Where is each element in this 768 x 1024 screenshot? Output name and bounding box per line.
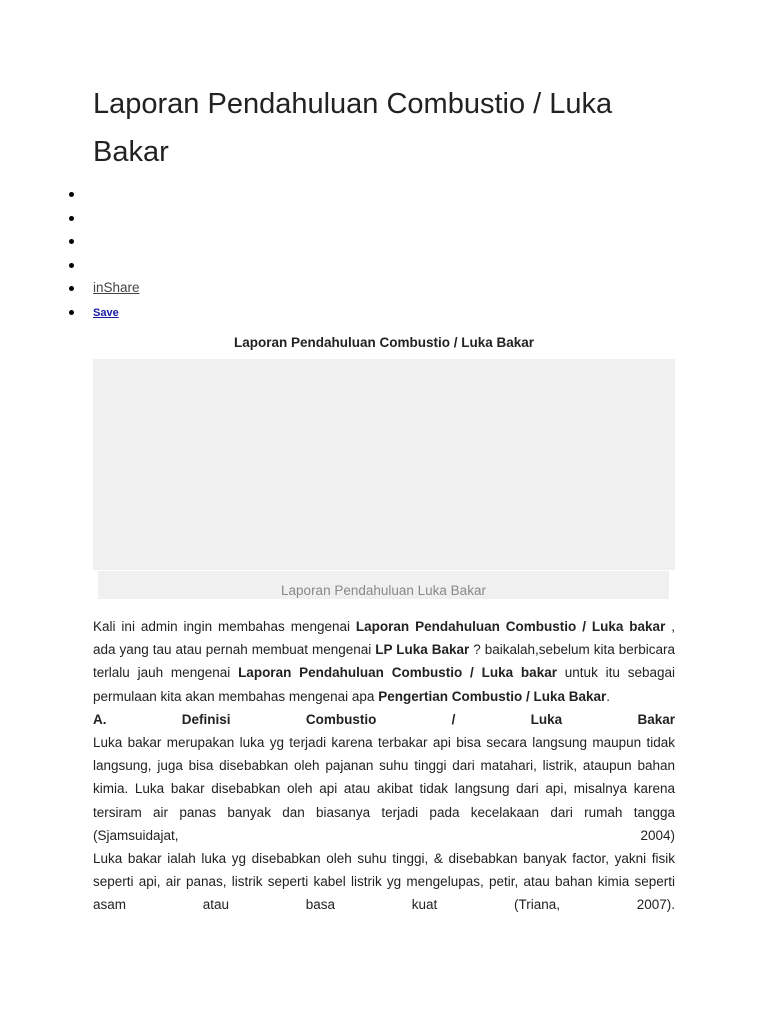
- article-image-placeholder: [93, 359, 675, 570]
- section-a-p1-citation: (Sjamsuidajat, 2004): [93, 827, 675, 843]
- share-item-inshare: [93, 276, 140, 300]
- share-item-empty-4[interactable]: [93, 253, 140, 277]
- figure-caption: Laporan Pendahuluan Luka Bakar: [98, 571, 669, 599]
- intro-text-4: untuk itu sebagai permulaan kita akan membahas mengenai apa: [93, 665, 676, 704]
- intro-paragraph: [93, 615, 675, 708]
- intro-bold-1: Laporan Pendahuluan Combustio / Luka bakar: [355, 619, 666, 634]
- article-body: [93, 615, 675, 917]
- intro-bold-4: Pengertian Combustio / Luka Bakar: [378, 688, 607, 704]
- inshare-link[interactable]: inShare: [93, 280, 140, 295]
- intro-bold-3: Laporan Pendahuluan Combustio / Luka bakar: [238, 665, 557, 681]
- share-item-empty-3[interactable]: [93, 229, 140, 253]
- article-subtitle: Laporan Pendahuluan Combustio / Luka Bakar: [233, 335, 535, 350]
- share-item-save: [93, 300, 140, 324]
- section-a-p2-text: Luka bakar ialah luka yg disebabkan oleh suhu tinggi, & disebabkan banyak factor, yakni fisik seperti api, air panas, listrik seperti kabel listrik yg mengelupas, petir, atau bahan kimia: [93, 851, 675, 890]
- share-list: [93, 182, 140, 323]
- section-a-p2-citation: seperti asam atau basa kuat (Triana, 2007).: [93, 874, 675, 913]
- section-a-p1-text: Luka bakar merupakan luka yg terjadi karena terbakar api bisa secara langsung maupun tidak langsung, juga bisa disebabkan oleh pajanan suhu tinggi dari matahari, listrik, ataupun bahan kimia. Luka bakar disebabkan oleh api atau akibat tidak langsung dari api, misalnya karena tersiram air panas banyak dan biasanya terjadi pada kecelakaan dari rumah tangga: [93, 735, 675, 820]
- section-a-paragraph-1: [93, 731, 675, 847]
- share-item-empty-2[interactable]: [93, 206, 140, 230]
- save-link[interactable]: Save: [93, 306, 119, 319]
- share-item-empty-1[interactable]: [93, 182, 140, 206]
- section-a-paragraph-2: [93, 847, 675, 917]
- intro-text-5: .: [606, 688, 611, 704]
- page-title: Laporan Pendahuluan Combustio / Luka Bakar: [93, 88, 613, 168]
- intro-text-3: ? baikalah,sebelum kita berbicara terlalu jauh mengenai: [93, 642, 676, 681]
- intro-text-2: , ada yang tau atau pernah membuat mengenai: [93, 619, 676, 658]
- intro-bold-2: LP Luka Bakar: [375, 642, 470, 658]
- intro-text-1: Kali ini admin ingin membahas mengenai: [93, 619, 356, 634]
- section-a-heading: A. Definisi Combustio / Luka Bakar: [93, 711, 675, 727]
